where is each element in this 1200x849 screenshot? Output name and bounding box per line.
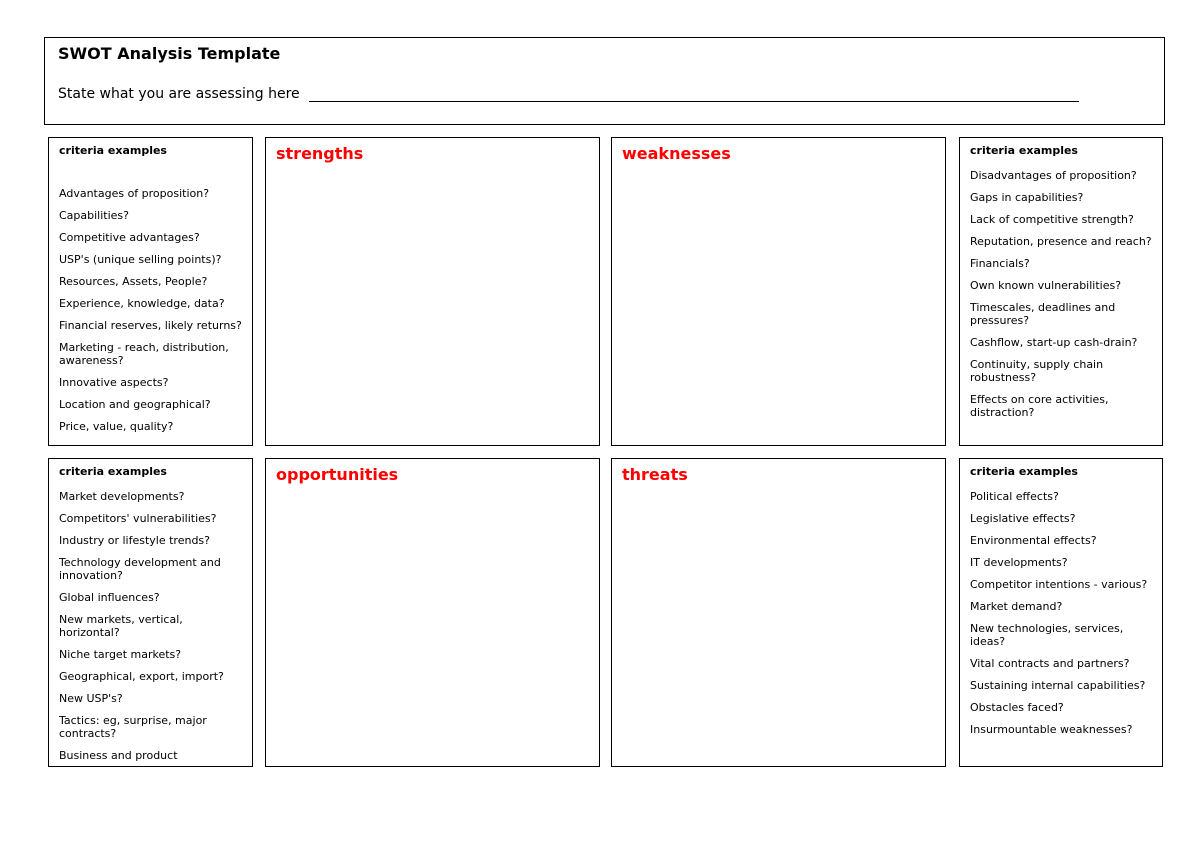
criteria-item: New technologies, services, ideas? (970, 622, 1124, 648)
criteria-item: Business and product (59, 749, 178, 762)
criteria-item: Timescales, deadlines and pressures? (970, 301, 1116, 327)
criteria-item: Effects on core activities, distraction? (970, 393, 1109, 419)
criteria-item: Technology development and innovation? (59, 556, 221, 582)
criteria-item: Obstacles faced? (970, 701, 1064, 714)
page-title: SWOT Analysis Template (58, 44, 281, 63)
criteria-item: Competitors' vulnerabilities? (59, 512, 217, 525)
criteria-item: Sustaining internal capabilities? (970, 679, 1146, 692)
criteria-list (970, 169, 1152, 419)
criteria-list (59, 187, 242, 433)
criteria-box-threats (959, 458, 1163, 767)
criteria-item: Own known vulnerabilities? (970, 279, 1122, 292)
criteria-item: Advantages of proposition? (59, 187, 210, 200)
criteria-item: Geographical, export, import? (59, 670, 224, 683)
criteria-heading: criteria examples (970, 465, 1078, 478)
criteria-item: Resources, Assets, People? (59, 275, 208, 288)
strengths-box[interactable] (265, 137, 600, 446)
criteria-item: Continuity, supply chain robustness? (970, 358, 1104, 384)
criteria-item: Capabilities? (59, 209, 130, 222)
criteria-item: Financial reserves, likely returns? (59, 319, 242, 332)
assess-label: State what you are assessing here (58, 86, 300, 102)
criteria-item: Innovative aspects? (59, 376, 169, 389)
weaknesses-heading: weaknesses (622, 144, 731, 163)
criteria-heading: criteria examples (59, 144, 167, 157)
criteria-item: Lack of competitive strength? (970, 213, 1134, 226)
criteria-item: New USP's? (59, 692, 123, 705)
criteria-list (970, 490, 1152, 736)
threats-box[interactable] (611, 458, 946, 767)
criteria-item: Tactics: eg, surprise, major contracts? (59, 714, 207, 740)
criteria-item: Gaps in capabilities? (970, 191, 1084, 204)
criteria-item: Vital contracts and partners? (970, 657, 1130, 670)
criteria-item: Competitor intentions - various? (970, 578, 1148, 591)
criteria-item: Industry or lifestyle trends? (59, 534, 211, 547)
criteria-heading: criteria examples (970, 144, 1078, 157)
criteria-item: Insurmountable weaknesses? (970, 723, 1133, 736)
criteria-item: Environmental effects? (970, 534, 1097, 547)
criteria-item: Price, value, quality? (59, 420, 174, 433)
criteria-item: Marketing - reach, distribution, awareness? (59, 341, 229, 367)
criteria-item: IT developments? (970, 556, 1068, 569)
criteria-item: Disadvantages of proposition? (970, 169, 1137, 182)
criteria-box-weaknesses (959, 137, 1163, 446)
header-box (44, 37, 1165, 125)
criteria-item: Legislative effects? (970, 512, 1076, 525)
criteria-item: Political effects? (970, 490, 1059, 503)
criteria-box-strengths (48, 137, 253, 446)
criteria-item: Competitive advantages? (59, 231, 200, 244)
criteria-list (59, 490, 242, 762)
weaknesses-box[interactable] (611, 137, 946, 446)
assess-input-line[interactable] (309, 101, 1079, 102)
criteria-item: Financials? (970, 257, 1030, 270)
opportunities-box[interactable] (265, 458, 600, 767)
strengths-heading: strengths (276, 144, 364, 163)
criteria-item: Market demand? (970, 600, 1063, 613)
criteria-item: Global influences? (59, 591, 160, 604)
opportunities-heading: opportunities (276, 465, 399, 484)
threats-heading: threats (622, 465, 688, 484)
criteria-item: New markets, vertical, horizontal? (59, 613, 183, 639)
criteria-heading: criteria examples (59, 465, 167, 478)
criteria-item: Cashflow, start-up cash-drain? (970, 336, 1138, 349)
criteria-item: Reputation, presence and reach? (970, 235, 1152, 248)
criteria-item: Experience, knowledge, data? (59, 297, 225, 310)
criteria-box-opportunities (48, 458, 253, 767)
criteria-item: Market developments? (59, 490, 185, 503)
criteria-item: Location and geographical? (59, 398, 211, 411)
criteria-item: USP's (unique selling points)? (59, 253, 222, 266)
criteria-item: Niche target markets? (59, 648, 182, 661)
